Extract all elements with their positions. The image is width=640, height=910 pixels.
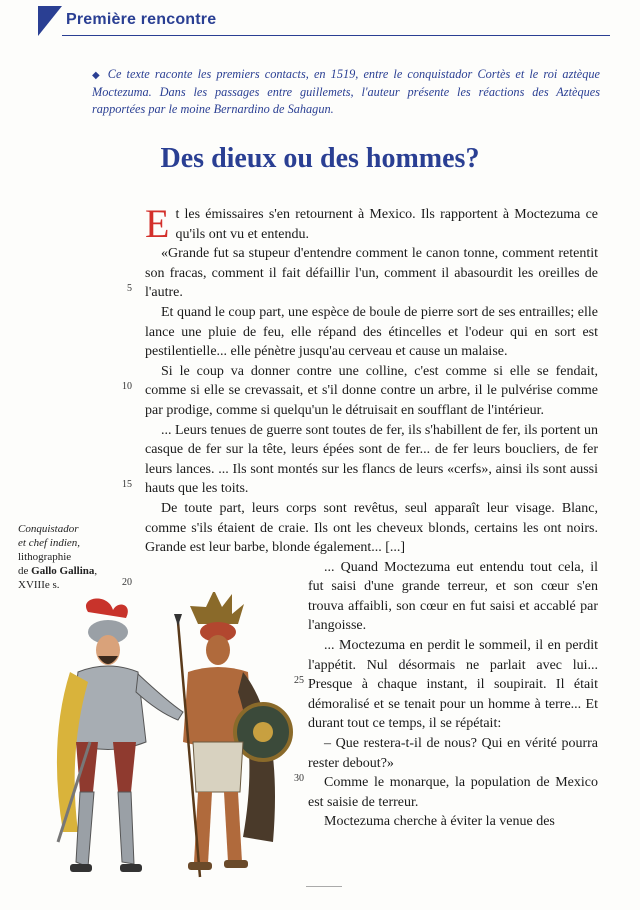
paragraph-3: Et quand le coup part, une espèce de boule de pierre sort de ses entrailles; elle lance une pluie de feu, elle répand des étincelles et l'odeur qui en sort est pestilentielle... elle pénètre jusqu'au cerveau et cause un malaise.: [145, 304, 598, 360]
line-number: 20: [122, 577, 132, 588]
paragraph-11: Moctezuma cherche à éviter la venue des: [324, 814, 555, 830]
intro-text: Ce texte raconte les premiers contacts, en 1519, entre le conquistador Cortès et le roi aztèque Moctezuma. Dans les passages entre guillemets, l'auteur présente les réactions des Aztèques rapportées par le moine Bernardino de Sahagun.: [92, 67, 600, 116]
aztec-warrior-figure: [174, 592, 291, 877]
paragraph-10: Comme le monarque, la population de Mexico est saisie de terreur.: [308, 775, 598, 810]
line-number: 25: [294, 675, 304, 686]
header-rule: [62, 35, 610, 36]
footer-rule: [306, 886, 342, 887]
conquistador-and-aztec-illustration: [18, 592, 308, 892]
paragraph-7: ... Quand Moctezuma eut entendu tout cela, il fut saisi d'une grande terreur, et son cœur s'en trouva affaibli, son cœur en fut saisi et accablé par l'angoisse.: [308, 559, 598, 634]
paragraph-8: ... Moctezuma en perdit le sommeil, il en perdit l'appétit. Nul désormais ne parlait avec lui... Presque à chaque instant, il soupirait. Il était démoralisé et se tenait pour un homme à terre... Et durant tout ce temps, il se répétait:: [308, 638, 598, 732]
line-number: 15: [122, 479, 132, 490]
section-title: Première rencontre: [66, 11, 217, 28]
line-number: 10: [122, 381, 132, 392]
diamond-bullet-icon: ◆: [92, 70, 102, 81]
drop-cap: E: [145, 201, 170, 246]
paragraph-1: Et les émissaires s'en retournent à Mexico. Ils rapportent à Moctezuma ce qu'ils ont vu et entendu.: [145, 201, 598, 246]
page-header: [0, 0, 640, 40]
line-number: 5: [127, 283, 132, 294]
article-title: Des dieux ou des hommes?: [160, 143, 480, 174]
conquistador-figure: [57, 598, 183, 872]
paragraph-5: ... Leurs tenues de guerre sont toutes de fer, ils s'habillent de fer, ils portent un casque de fer sur la tête, leurs épées sont de fer... de fer leurs boucliers, de fer leurs lances. ... Ils sont montés sur les flancs de leurs «cerfs», ainsi ils sont aussi hauts que les toits.: [145, 422, 598, 497]
paragraph-4: Si le coup va donner contre une colline, c'est comme si elle se fendait, comme si elle se crevassait, et s'il donne contre un arbre, il le pulvérise comme par prodige, comme si quelqu'un le détruisait en soufflant de l'intérieur.: [145, 363, 598, 418]
image-caption: Conquistador et chef indien, lithographie de Gallo Gallina, XVIIIe s.: [18, 523, 98, 591]
paragraph-2: «Grande fut sa stupeur d'entendre comment le canon tonne, comment retentit son fracas, comment il fait défaillir l'un, comment il abasourdit les oreilles de l'autre.: [145, 246, 598, 301]
paragraph-6: De toute part, leurs corps sont revêtus, seul apparaît leur visage. Blanc, comme s'ils étaient de craie. Ils ont les cheveux blonds, certains les ont noirs. Grande est leur barbe, blonde également... [...]: [145, 500, 598, 556]
paragraph-9: – Que restera-t-il de nous? Qui en vérité pourra rester debout?»: [308, 736, 598, 771]
section-marker-icon: [38, 6, 62, 36]
line-number: 30: [294, 773, 304, 784]
intro-note: [92, 66, 600, 118]
